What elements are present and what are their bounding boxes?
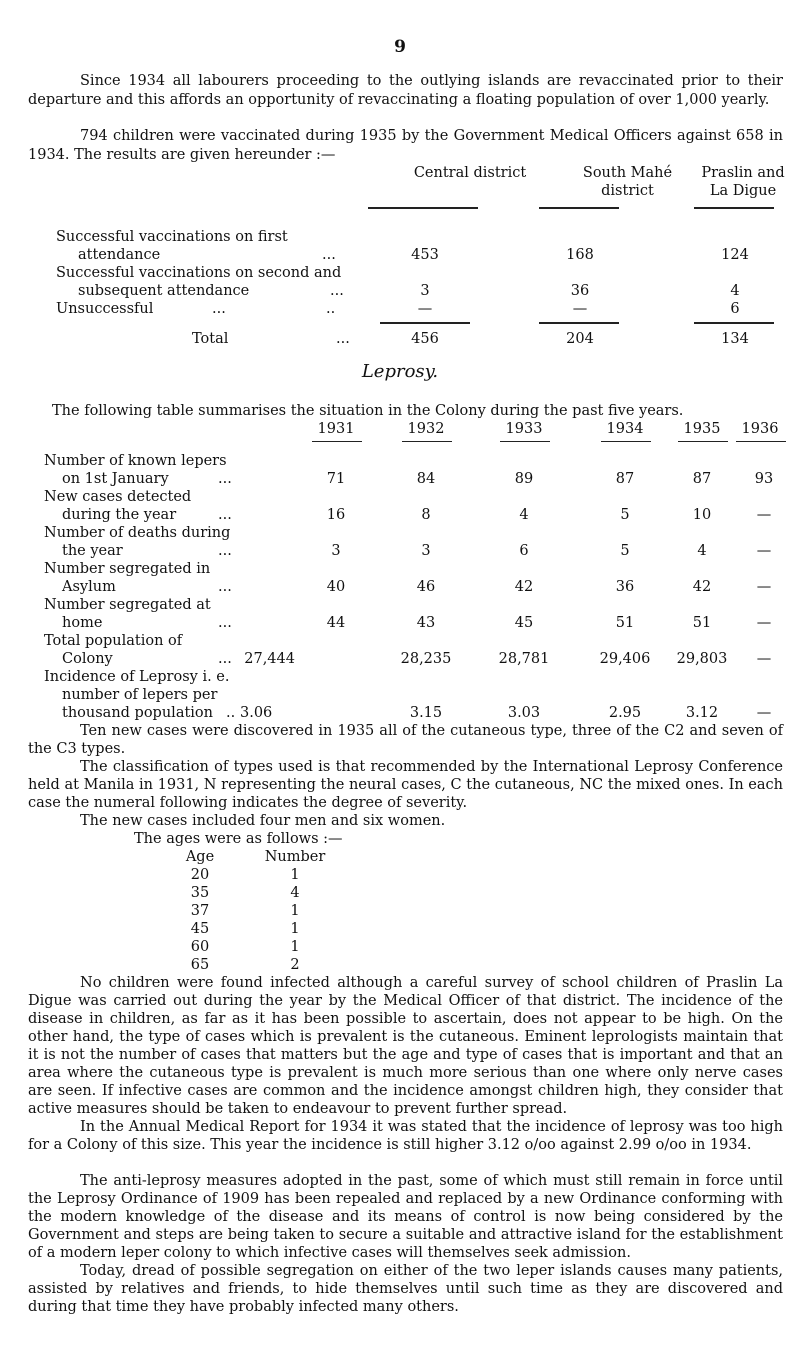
cell: 42	[514, 579, 534, 595]
row-label: Asylum	[62, 579, 116, 595]
cell: 71	[326, 471, 346, 487]
year-header: 1935	[683, 421, 721, 437]
leader-dots: ...	[212, 301, 226, 317]
cell: 28,781	[498, 651, 550, 667]
row-label: attendance	[78, 247, 161, 263]
number-cell: 1	[290, 939, 300, 955]
cell: —	[756, 705, 772, 721]
leader-dots: ...	[322, 247, 336, 263]
leader-dots: ...	[218, 543, 232, 559]
year-rule	[736, 441, 786, 442]
leader-dots: ..	[326, 301, 336, 317]
cell: 28,235	[400, 651, 452, 667]
row-label: New cases detected	[44, 489, 192, 505]
year-header: 1934	[606, 421, 644, 437]
leader-dots: ...	[218, 579, 232, 595]
total-cell: 134	[721, 331, 749, 347]
row-label: number of lepers per	[62, 687, 218, 703]
cell: 29,803	[676, 651, 728, 667]
row-label: on 1st January	[62, 471, 169, 487]
row-label: Number of deaths during	[44, 525, 231, 541]
total-cell: 456	[411, 331, 439, 347]
cell: 2.95	[608, 705, 642, 721]
leader-dots: ...	[218, 507, 232, 523]
cell: 44	[326, 615, 346, 631]
age-cell: 35	[190, 885, 210, 901]
leader-dots: ..	[226, 705, 236, 721]
leader-dots: ...	[330, 283, 344, 299]
number-cell: 1	[290, 921, 300, 937]
total-rule	[539, 322, 619, 324]
intro-paragraph-2: 794 children were vaccinated during 1935 by the Government Medical Officers against 658 in 1934. The results are given hereunder :—	[28, 128, 783, 163]
age-cell: 60	[190, 939, 210, 955]
cell: —	[756, 651, 772, 667]
col-header-south-mahe: South Mahé district	[582, 165, 673, 199]
row-label: subsequent attendance	[78, 283, 250, 299]
row-label: the year	[62, 543, 123, 559]
cell: 29,406	[599, 651, 651, 667]
number-cell: 1	[290, 903, 300, 919]
row-label: Colony	[62, 651, 113, 667]
section-heading: Leprosy.	[361, 361, 439, 382]
cell: 8	[421, 507, 431, 523]
leader-dots: ...	[218, 471, 232, 487]
cell: 27,444	[244, 651, 295, 667]
ages-header: Number	[264, 849, 326, 865]
cell: 124	[721, 247, 749, 263]
number-cell: 4	[290, 885, 300, 901]
cell: 42	[692, 579, 712, 595]
cell: 89	[514, 471, 534, 487]
leader-dots: ...	[218, 651, 232, 667]
year-rule	[601, 441, 651, 442]
leader-dots: ...	[218, 615, 232, 631]
cell: 168	[566, 247, 594, 263]
age-cell: 65	[190, 957, 210, 973]
cell: —	[756, 579, 772, 595]
row-label: Total population of	[44, 633, 183, 649]
paragraph-annual-report: In the Annual Medical Report for 1934 it was stated that the incidence of leprosy was too high for a Colony of this size. This year the incidence is still higher 3.12 o/oo against 2.99 o/oo in 1934.	[28, 1119, 783, 1153]
col-header-praslin: Praslin and La Digue	[701, 165, 785, 199]
cell: 3.12	[685, 705, 719, 721]
cell: —	[756, 615, 772, 631]
rule-central	[368, 207, 478, 209]
row-label: home	[62, 615, 103, 631]
year-rule	[500, 441, 550, 442]
rule-south-mahe	[539, 207, 619, 209]
cell: 3	[421, 543, 431, 559]
cell: 6	[730, 301, 740, 317]
page-number: 9	[394, 37, 406, 57]
cell: 3	[331, 543, 341, 559]
row-label: Unsuccessful	[56, 301, 154, 317]
cell: 3.03	[507, 705, 541, 721]
cell: 10	[692, 507, 712, 523]
paragraph-classification: The classification of types used is that recommended by the International Leprosy Conference held at Manila in 1931, N representing the neural cases, C the cutaneous, NC the mixed ones. In each case the numeral following indicates the degree of severity.	[28, 759, 783, 811]
year-header: 1931	[317, 421, 355, 437]
paragraph-measures: The anti-leprosy measures adopted in the past, some of which must still remain in force until the Leprosy Ordinance of 1909 has been repealed and replaced by a new Ordinance conforming with the modern knowledge of the disease and its means of control is now being considered by the Government and steps are being taken to secure a suitable and attractive island for the establishment of a modern leper colony to which infective cases will themselves seek admission.	[28, 1173, 783, 1261]
cell: 3.06	[240, 705, 273, 721]
row-label: thousand population	[62, 705, 213, 721]
cell: 87	[615, 471, 635, 487]
age-cell: 37	[190, 903, 210, 919]
cell: 453	[411, 247, 439, 263]
cell: —	[756, 507, 772, 523]
row-label: Successful vaccinations on second and	[56, 265, 342, 281]
year-rule	[312, 441, 362, 442]
cell: 36	[615, 579, 635, 595]
year-header: 1933	[505, 421, 543, 437]
cell: 93	[754, 471, 774, 487]
cell: 84	[416, 471, 436, 487]
paragraph-new-cases: Ten new cases were discovered in 1935 all of the cutaneous type, three of the C2 and seven of the C3 types.	[28, 723, 783, 757]
cell: 87	[692, 471, 712, 487]
total-rule	[380, 322, 470, 324]
paragraph-ages-intro: The ages were as follows :—	[134, 831, 343, 847]
row-label: Number segregated at	[44, 597, 211, 613]
cell: 16	[326, 507, 346, 523]
year-rule	[678, 441, 728, 442]
leader-dots: ...	[336, 331, 350, 347]
year-header: 1932	[407, 421, 445, 437]
cell: 40	[326, 579, 346, 595]
paragraph-children: No children were found infected although a careful survey of school children of Praslin La Digue was carried out during the year by the Medical Officer of that district. The incidence of the disease in children, as far as it has been possible to ascertain, does not appear to be high. On the other hand, the type of cases which is prevalent is the cutaneous. Eminent leprologists maintain that it is not the number of cases that matters but the age and type of cases that is important and that an area where the cutaneous type is prevalent is much more serious than one where only nerve cases are seen. If infective cases are common and the incidence amongst children high, they consider that active measures should be taken to endeavour to prevent further spread.	[28, 975, 783, 1117]
cell: 45	[514, 615, 534, 631]
cell: 4	[697, 543, 707, 559]
row-label: Number segregated in	[44, 561, 211, 577]
col-header-central: Central district	[413, 165, 527, 181]
cell: 51	[615, 615, 635, 631]
cell: 4	[730, 283, 740, 299]
cell: —	[417, 301, 433, 317]
total-label: Total	[192, 331, 229, 347]
rule-praslin	[694, 207, 774, 209]
cell: 4	[519, 507, 529, 523]
number-cell: 1	[290, 867, 300, 883]
cell: 6	[519, 543, 529, 559]
cell: 46	[416, 579, 436, 595]
row-label: during the year	[62, 507, 177, 523]
cell: 43	[416, 615, 436, 631]
cell: 51	[692, 615, 712, 631]
number-cell: 2	[290, 957, 300, 973]
age-cell: 20	[190, 867, 210, 883]
paragraph-today: Today, dread of possible segregation on either of the two leper islands causes many patients, assisted by relatives and friends, to hide themselves until such time as they are discovered and during that time they have probably infected many others.	[28, 1263, 783, 1315]
cell: 5	[620, 543, 630, 559]
leprosy-intro: The following table summarises the situation in the Colony during the past five years.	[52, 403, 684, 419]
total-rule	[694, 322, 774, 324]
row-label: Incidence of Leprosy i. e.	[44, 669, 230, 685]
cell: 5	[620, 507, 630, 523]
cell: 36	[570, 283, 590, 299]
ages-header: Age	[185, 849, 215, 865]
cell: —	[572, 301, 588, 317]
cell: 3	[420, 283, 430, 299]
cell: 3.15	[409, 705, 443, 721]
row-label: Number of known lepers	[44, 453, 227, 469]
year-rule	[402, 441, 452, 442]
row-label: Successful vaccinations on first	[56, 229, 288, 245]
year-header: 1936	[741, 421, 779, 437]
intro-paragraph-1: Since 1934 all labourers proceeding to the outlying islands are revaccinated prior to their departure and this affords an opportunity of revaccinating a floating population of over 1,000 yearly.	[28, 73, 783, 108]
age-cell: 45	[190, 921, 210, 937]
cell: —	[756, 543, 772, 559]
total-cell: 204	[566, 331, 594, 347]
paragraph-men-women: The new cases included four men and six women.	[80, 813, 446, 829]
